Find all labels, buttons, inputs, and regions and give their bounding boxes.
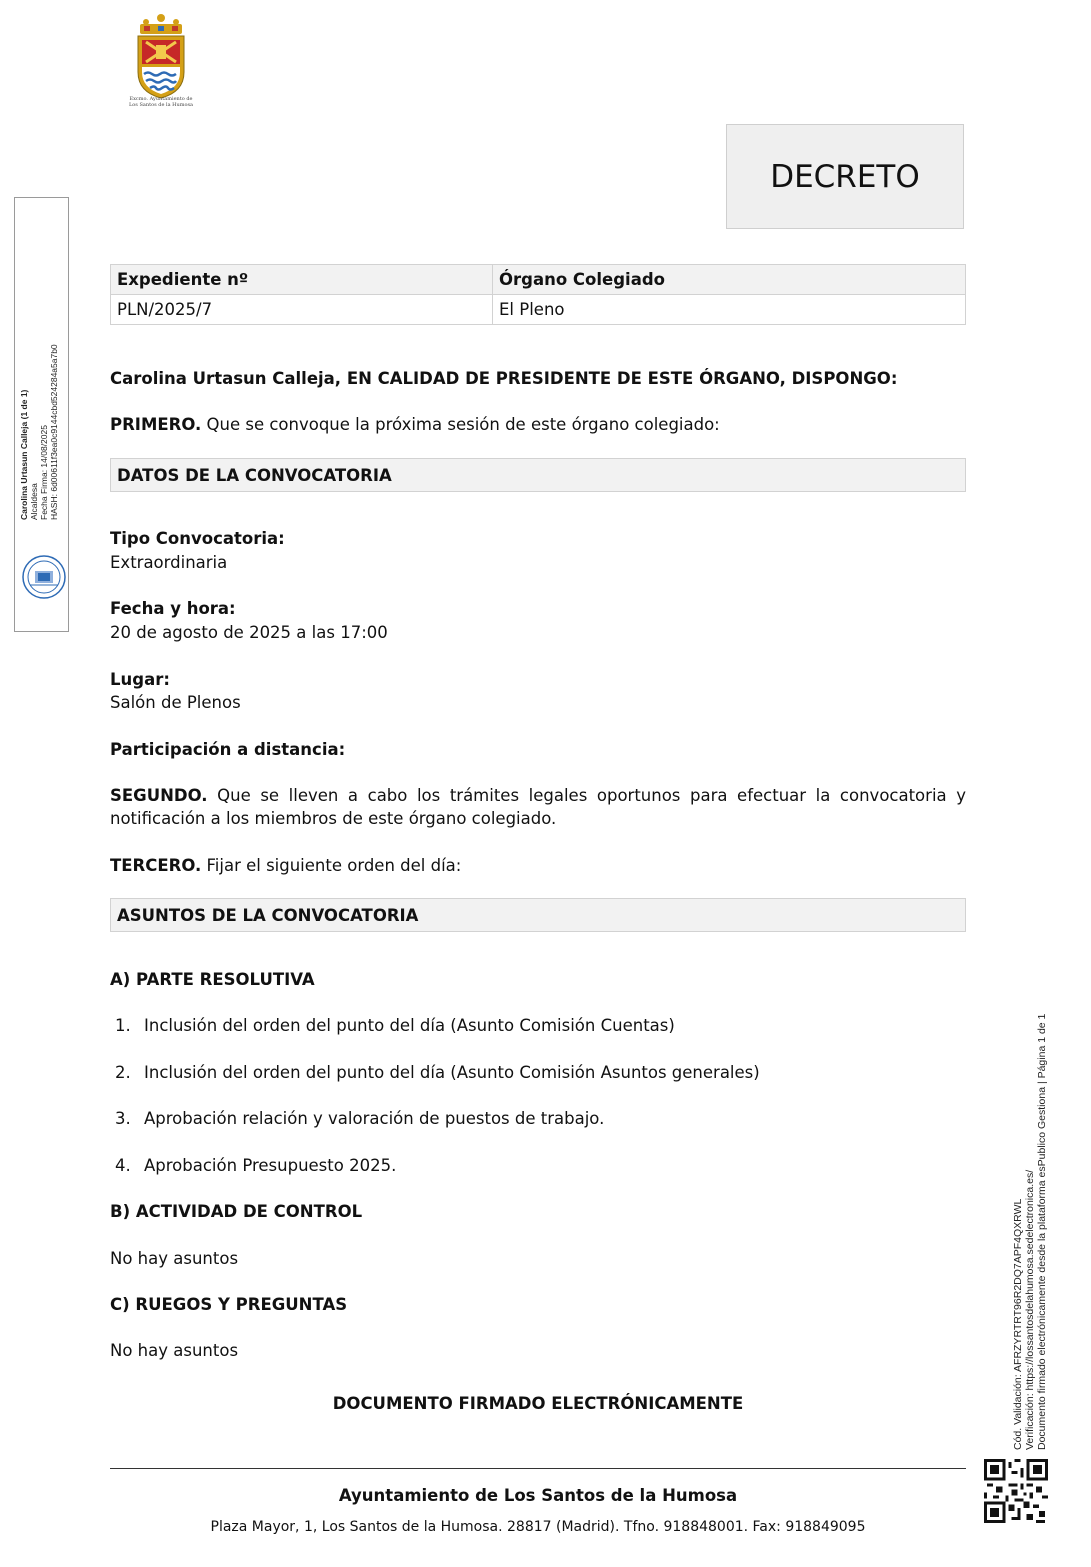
- segundo-text: Que se lleven a cabo los trámites legales oportunos para efectuar la convocatoria y notificación a los miembros de este órgano colegiado.: [110, 786, 966, 828]
- footer-organization: Ayuntamiento de Los Santos de la Humosa: [338, 1486, 738, 1505]
- file-info-table: [110, 264, 966, 325]
- seal-icon: [21, 554, 67, 600]
- item-text: Aprobación relación y valoración de puestos de trabajo.: [144, 1109, 605, 1128]
- signer-role: Alcaldesa: [29, 483, 39, 520]
- signature-info: [19, 190, 59, 520]
- validation-note: Documento firmado electrónicamente desde la plataforma esPublico Gestiona | Página 1 de 1: [1036, 1013, 1048, 1450]
- fecha-label: Fecha y hora:: [110, 599, 236, 618]
- item-text: Inclusión del orden del punto del día (Asunto Comisión Cuentas): [144, 1016, 675, 1035]
- tipo-label: Tipo Convocatoria:: [110, 529, 285, 548]
- signer-name: Carolina Urtasun Calleja (1 de 1): [19, 389, 29, 520]
- asuntos-section-title: ASUNTOS DE LA CONVOCATORIA: [117, 905, 419, 925]
- signature-date: Fecha Firma: 14/08/2025: [39, 425, 49, 520]
- primero-paragraph: [110, 413, 720, 436]
- electronic-signature-note: DOCUMENTO FIRMADO ELECTRÓNICAMENTE: [332, 1394, 744, 1413]
- asuntos-section-header: [110, 898, 966, 932]
- list-item: [115, 1061, 760, 1084]
- qr-code-icon: [984, 1459, 1048, 1523]
- participacion-label: Participación a distancia:: [110, 740, 346, 759]
- segundo-paragraph: [110, 784, 966, 830]
- intro-statement: Carolina Urtasun Calleja, EN CALIDAD DE PRESIDENTE DE ESTE ÓRGANO, DISPONGO:: [110, 369, 898, 388]
- lugar-value: Salón de Plenos: [110, 693, 241, 712]
- tercero-paragraph: [110, 854, 461, 877]
- parte-c-text: No hay asuntos: [110, 1341, 239, 1360]
- crest-caption: [126, 96, 196, 108]
- datos-section-title: DATOS DE LA CONVOCATORIA: [117, 465, 392, 485]
- item-text: Inclusión del orden del punto del día (Asunto Comisión Asuntos generales): [144, 1063, 760, 1082]
- fecha-value: 20 de agosto de 2025 a las 17:00: [110, 623, 388, 642]
- tercero-text: Fijar el siguiente orden del día:: [201, 856, 462, 875]
- expediente-value: PLN/2025/7: [111, 295, 493, 325]
- item-number: 4.: [115, 1156, 131, 1175]
- parte-c-title: C) RUEGOS Y PREGUNTAS: [110, 1295, 348, 1314]
- validation-info: [1012, 970, 1048, 1450]
- document-type-label: DECRETO: [770, 158, 920, 195]
- parte-b-title: B) ACTIVIDAD DE CONTROL: [110, 1202, 363, 1221]
- list-item: [115, 1014, 675, 1037]
- footer-address: Plaza Mayor, 1, Los Santos de la Humosa. 28817 (Madrid). Tfno. 918848001. Fax: 918849095: [210, 1519, 866, 1535]
- parte-b-text: No hay asuntos: [110, 1249, 239, 1268]
- organo-value: El Pleno: [493, 295, 966, 325]
- list-item: [115, 1107, 604, 1130]
- signature-hash: HASH: 6d00611f3ea0c9144cbd524284a5a7b0: [49, 344, 59, 520]
- crest-caption-line: Excmo. Ayuntamiento de: [129, 96, 193, 102]
- item-number: 2.: [115, 1063, 131, 1082]
- table-header-cell: Expediente nº: [111, 265, 493, 295]
- tipo-value: Extraordinaria: [110, 553, 228, 572]
- table-row: [111, 295, 966, 325]
- table-header-cell: Órgano Colegiado: [493, 265, 966, 295]
- lugar-label: Lugar:: [110, 670, 170, 689]
- item-text: Aprobación Presupuesto 2025.: [144, 1156, 397, 1175]
- table-header-row: [111, 265, 966, 295]
- primero-text: Que se convoque la próxima sesión de este órgano colegiado:: [201, 415, 720, 434]
- crest-caption-line: Los Santos de la Humosa: [128, 102, 194, 108]
- document-type-box: [726, 124, 964, 229]
- validation-code: Cód. Validación: AFRZYRTRT96R2DQ7APF4QXRWL: [1012, 1198, 1024, 1450]
- primero-label: PRIMERO.: [110, 415, 202, 434]
- segundo-label: SEGUNDO.: [110, 786, 208, 805]
- item-number: 1.: [115, 1016, 131, 1035]
- list-item: [115, 1154, 396, 1177]
- parte-a-title: A) PARTE RESOLUTIVA: [110, 970, 315, 989]
- tercero-label: TERCERO.: [110, 856, 202, 875]
- footer-divider: [110, 1468, 966, 1469]
- datos-section-header: [110, 458, 966, 492]
- validation-url: Verificación: https://lossantosdelahumosa.sedelectronica.es/: [1024, 1169, 1036, 1450]
- item-number: 3.: [115, 1109, 131, 1128]
